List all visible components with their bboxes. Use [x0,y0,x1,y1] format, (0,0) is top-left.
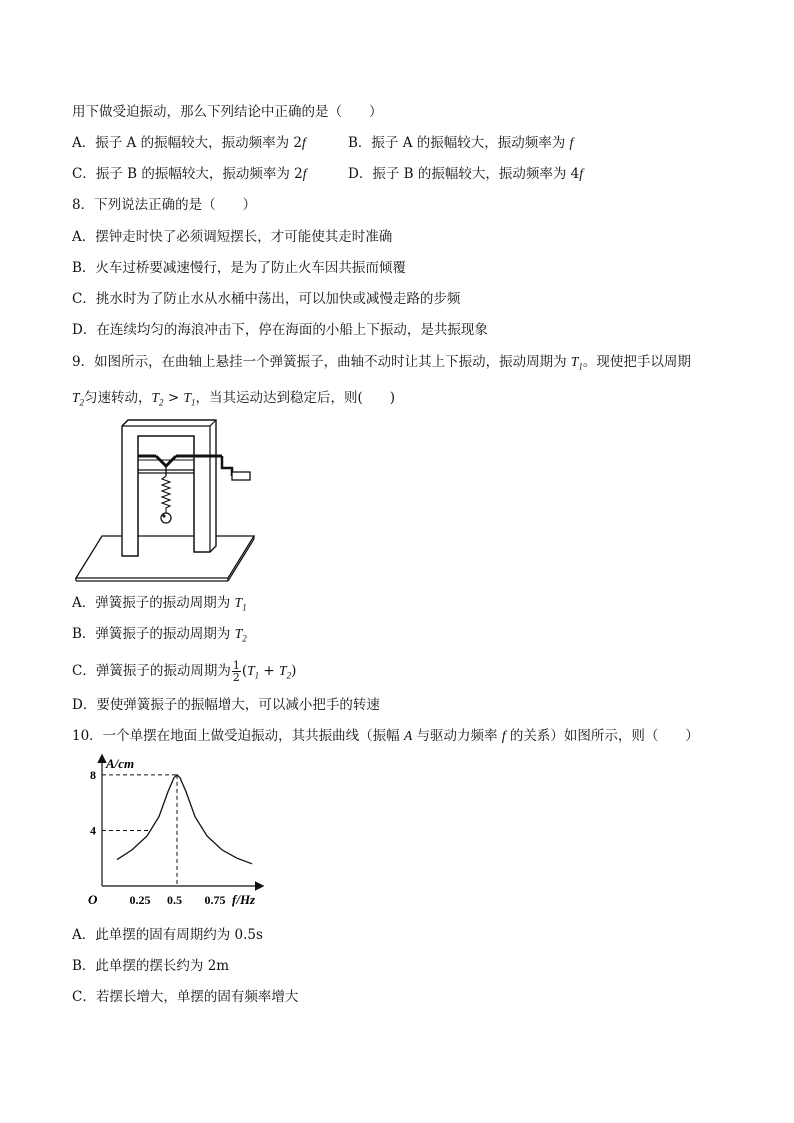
x-tick-label: 0.5 [167,893,182,907]
q10-option-b: B．此单摆的摆长约为 2m [72,958,230,974]
q9-stem-line1: 9．如图所示，在曲轴上悬挂一个弹簧振子，曲轴不动时让其上下振动，振动周期为 $T_1$。现使把手以周期 [72,354,691,372]
q8-stem: 8．下列说法正确的是（ ） [72,197,257,213]
q9-option-d: D．要使弹簧振子的振幅增大，可以减小把手的转速 [72,697,380,713]
q7-option-a: A．振子 A 的振幅较大，振动频率为 2f [72,135,306,151]
fraction-half: $\frac{1}{2}$ [232,659,240,684]
y-tick-label: 4 [90,823,96,838]
q10-stem: 10．一个单摆在地面上做受迫振动，其共振曲线（振幅 A 与驱动力频率 f 的关系）如图所示，则（ ） [72,728,699,744]
q8-option-d: D．在连续均匀的海浪冲击下，停在海面的小船上下振动，是共振现象 [72,322,488,338]
q7-option-c: C．振子 B 的振幅较大，振动频率为 2f [72,166,307,182]
q8-option-a: A．摆钟走时快了必须调短摆长，才可能使其走时准确 [72,229,393,245]
y-axis-label: A/cm [106,756,135,771]
q9-option-a: A．弹簧振子的振动周期为 $T_1$ [72,595,247,613]
spring-oscillator-figure [72,418,262,586]
q8-option-b: B．火车过桥要减速慢行，是为了防止火车因共振而倾覆 [72,260,406,276]
resonance-curve [117,775,252,864]
q10-option-a: A．此单摆的固有周期约为 0.5s [72,927,263,943]
q8-option-c: C．挑水时为了防止水从水桶中荡出，可以加快或减慢走路的步频 [72,291,461,307]
q7-option-b: B．振子 A 的振幅较大，振动频率为 f [348,135,574,151]
x-tick-label: 0.25 [129,893,151,907]
q7-option-d: D．振子 B 的振幅较大，振动频率为 4f [348,166,583,182]
x-axis-label: f/Hz [232,892,256,907]
y-tick-label: 8 [90,767,96,782]
resonance-curve-chart [80,752,280,912]
q10-option-c: C．若摆长增大，单摆的固有频率增大 [72,989,299,1005]
q9-option-b: B．弹簧振子的振动周期为 $T_2$ [72,626,247,644]
q9-option-c: C．弹簧振子的振动周期为 $\frac{1}{2}$ $(T_1 + T_2)$ [72,659,297,684]
origin-label: O [88,892,98,907]
q7-stem-tail: 用下做受迫振动，那么下列结论中正确的是（ ） [72,104,383,120]
q9-stem-line2: $T_2$匀速转动，$T_2 > T_1$，当其运动达到稳定后，则( ) [72,390,395,408]
x-tick-label: 0.75 [204,893,226,907]
